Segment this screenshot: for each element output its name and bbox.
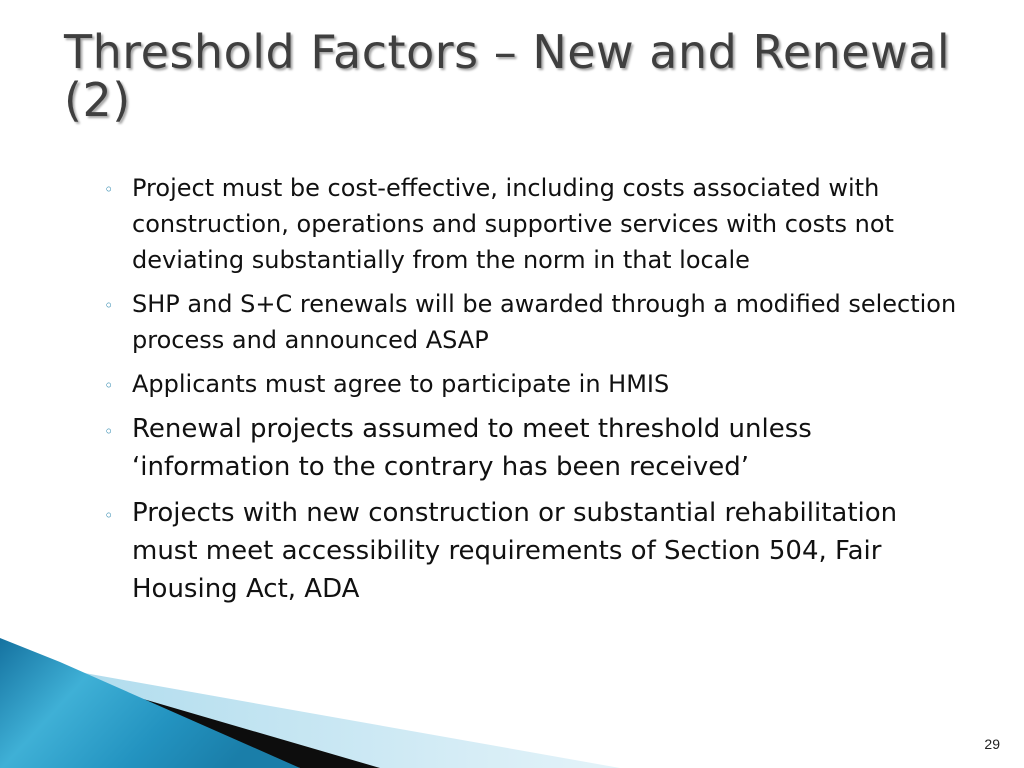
- bullet-marker-icon: ◦: [104, 180, 114, 199]
- decorative-wave-graphic: [0, 638, 1024, 768]
- bullet-marker-icon: ◦: [104, 376, 114, 395]
- bullet-marker-icon: ◦: [104, 506, 114, 525]
- bullet-item: [104, 410, 964, 486]
- page-number: 29: [984, 736, 1000, 752]
- teal-wedge-shape: [0, 638, 300, 768]
- bullet-text: Projects with new construction or substantial rehabilitation must meet accessibility requirements of Section 504, Fair Housing Act, ADA: [132, 498, 898, 604]
- bullet-marker-icon: ◦: [104, 422, 114, 441]
- bullet-list: [104, 170, 964, 616]
- bullet-item: [104, 366, 964, 402]
- bullet-text: SHP and S+C renewals will be awarded through a modified selection process and announced ASAP: [132, 290, 957, 354]
- bullet-text: Renewal projects assumed to meet threshold unless ‘information to the contrary has been received’: [132, 414, 812, 482]
- bullet-item: [104, 170, 964, 278]
- bullet-item: [104, 494, 964, 608]
- bullet-text: Project must be cost-effective, including costs associated with construction, operations and supportive services with costs not deviating substantially from the norm in that locale: [132, 174, 894, 274]
- bullet-item: [104, 286, 964, 358]
- slide-title: Threshold Factors – New and Renewal (2): [64, 25, 951, 127]
- bullet-marker-icon: ◦: [104, 296, 114, 315]
- bullet-text: Applicants must agree to participate in HMIS: [132, 370, 670, 398]
